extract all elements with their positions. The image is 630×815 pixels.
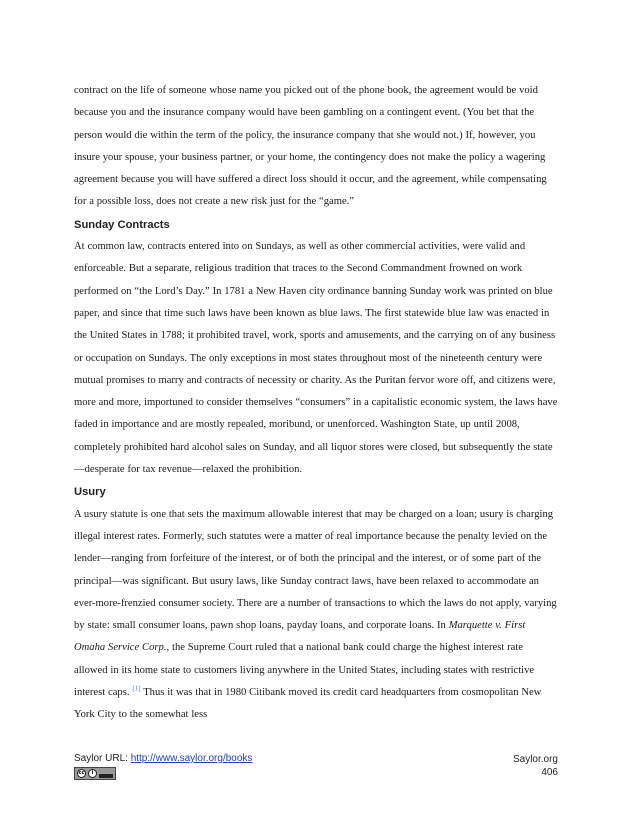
cc-badge-bar — [99, 774, 113, 778]
footnote-link[interactable]: [1] — [132, 684, 141, 693]
heading-sunday-contracts: Sunday Contracts — [74, 218, 170, 231]
page-body — [74, 80, 558, 727]
footer-url-link[interactable]: http://www.saylor.org/books — [130, 753, 253, 764]
cc-logo-icon: cc — [78, 770, 85, 776]
heading-usury: Usury — [74, 486, 106, 499]
footer-url-label: Saylor URL: — [74, 753, 131, 764]
footer-page-number: 406 — [541, 767, 558, 778]
footer-source — [74, 753, 252, 764]
paragraph-sunday-contracts: At common law, contracts entered into on Sundays, as well as other commercial activities, were valid and enforceable. But a separate, religious tradition that traces to the Second Commandment frowned on work performed on “the Lord’s Day.” In 1781 a New Haven city ordinance banning Sunday work was printed on blue paper, and since that time such laws have been known as blue laws. The first statewide blue law was enacted in the United States in 1788; it prohibited travel, work, sports and amusements, and the carrying on of any business or occupation on Sundays. The only exceptions in most states throughout most of the nineteenth century were mutual promises to marry and contracts of necessity or charity. As the Puritan fervor wore off, and citizens were, more and more, importuned to consider themselves “consumers” in a capitalistic economic system, the laws have faded in importance and are mostly repealed, moribund, or unenforced. Washington State, up until 2008, completely prohibited hard alcohol sales on Sunday, and all liquor stores were closed, but subsequently the state—desperate for tax revenue—relaxed the prohibition. — [74, 241, 558, 476]
footer-page-info — [513, 753, 558, 779]
usury-text-part-b: , the Supreme Court ruled that a national bank could charge the highest interest rate allowed in its home state to customers living anywhere in the United States, including states with restrictive interest caps. — [74, 642, 535, 699]
footer-site-name: Saylor.org — [512, 754, 558, 765]
usury-text-part-c: Thus it was that in 1980 Citibank moved its credit card headquarters from cosmopolitan New York City to the somewhat less — [74, 687, 542, 721]
usury-text-part-a: A usury statute is one that sets the maximum allowable interest that may be charged on a loan; usury is charging illegal interest rates. Formerly, such statutes were a matter of real importance because the penalty levied on the lender—ranging from forfeiture of the interest, or of both the principal and the interest, or of some part of the principal—was significant. But usury laws, like Sunday contract laws, have been relaxed to accommodate an ever-more-frenzied consumer society. There are a number of transactions to which the laws do not apply, varying by state: small consumer loans, pawn shop loans, payday loans, and corporate loans. In — [74, 508, 557, 632]
cc-by-icon: i — [88, 769, 97, 778]
paragraph-usury — [74, 504, 558, 727]
paragraph-contingency: contract on the life of someone whose name you picked out of the phone book, the agreement would be void because you and the insurance company would have been gambling on a contingent event. (You bet that the person would die within the term of the policy, the insurance company that she would not.) If, however, you insure your spouse, your business partner, or your home, the contingency does not make the policy a wagering agreement because you will have suffered a direct loss should it occur, and the agreement, while compensating for a possible loss, does not create a new risk just for the “game.” — [74, 85, 547, 208]
case-citation: Marquette v. First Omaha Service Corp. — [74, 620, 526, 654]
creative-commons-license-icon[interactable] — [74, 767, 116, 780]
